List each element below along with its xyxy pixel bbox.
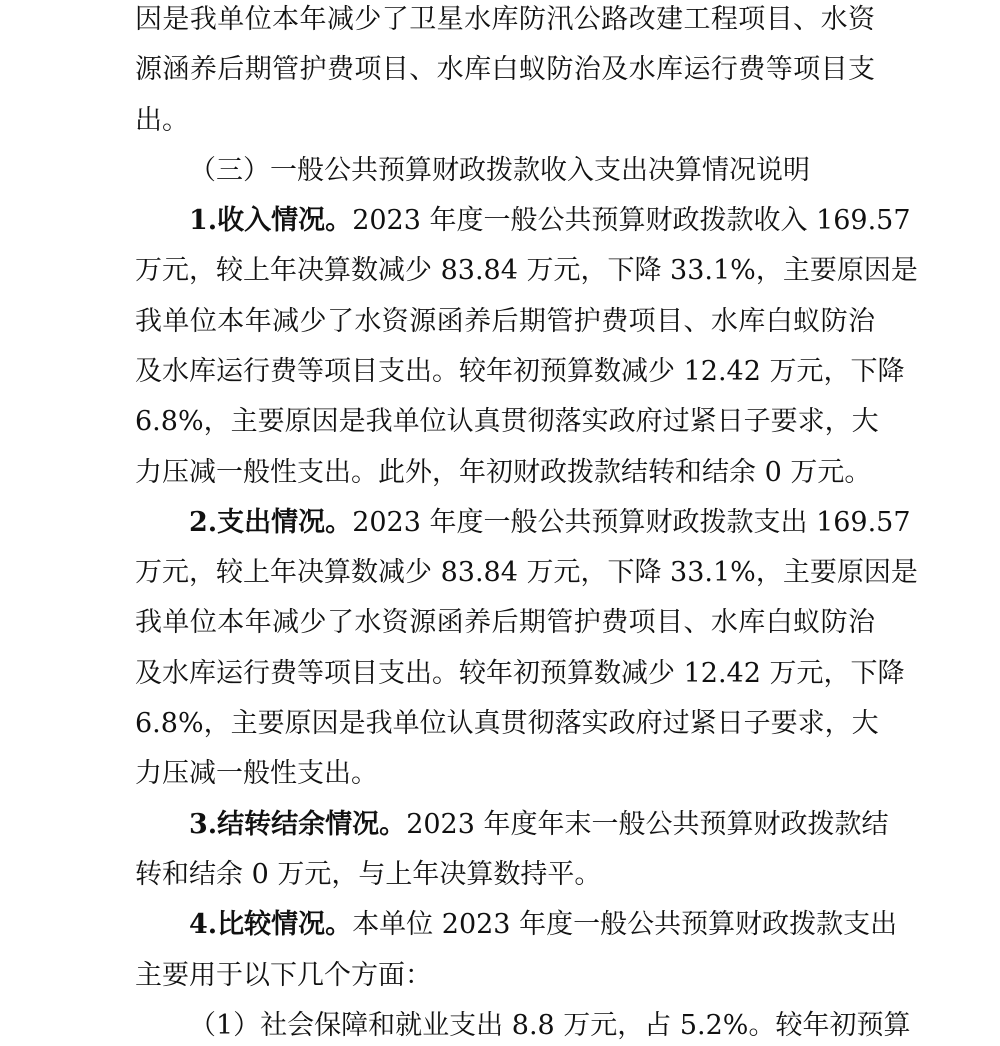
paragraph-first-line [189, 805, 889, 845]
section-heading: （三）一般公共预算财政拨款收入支出决算情况说明 [189, 155, 810, 186]
text-line: 力压减一般性支出。 [135, 758, 378, 789]
text-span: 本单位 2023 年度一般公共预算财政拨款支出 [352, 909, 898, 940]
paragraph-label: 1.收入情况。 [189, 205, 353, 236]
text-line: 转和结余 0 万元，与上年决算数持平。 [135, 859, 602, 890]
text-line: 因是我单位本年减少了卫星水库防汛公路改建工程项目、水资 [135, 4, 875, 35]
paragraph-first-line [189, 905, 898, 945]
text-line: 及水库运行费等项目支出。较年初预算数减少 12.42 万元，下降 [135, 356, 905, 387]
text-span: 2023 年度年末一般公共预算财政拨款结 [406, 809, 889, 840]
paragraph-label: 3.结转结余情况。 [189, 809, 407, 840]
text-span: 2023 年度一般公共预算财政拨款支出 169.57 [352, 507, 911, 538]
text-line: 力压减一般性支出。此外，年初财政拨款结转和结余 0 万元。 [135, 457, 872, 488]
text-line: 源涵养后期管护费项目、水库白蚁防治及水库运行费等项目支 [135, 54, 875, 85]
text-line: 出。 [135, 105, 189, 136]
text-line: 万元，较上年决算数减少 83.84 万元，下降 33.1%，主要原因是 [135, 557, 918, 588]
text-line: 6.8%，主要原因是我单位认真贯彻落实政府过紧日子要求，大 [135, 406, 879, 437]
text-line: （1）社会保障和就业支出 8.8 万元，占 5.2%。较年初预算 [189, 1010, 911, 1041]
text-line: 我单位本年减少了水资源函养后期管护费项目、水库白蚁防治 [135, 306, 875, 337]
text-span: 2023 年度一般公共预算财政拨款收入 169.57 [352, 205, 911, 236]
paragraph-first-line [189, 201, 911, 241]
text-line: 主要用于以下几个方面： [135, 960, 432, 991]
text-line: 及水库运行费等项目支出。较年初预算数减少 12.42 万元，下降 [135, 658, 905, 689]
text-line: 万元，较上年决算数减少 83.84 万元，下降 33.1%，主要原因是 [135, 255, 918, 286]
text-line: 6.8%，主要原因是我单位认真贯彻落实政府过紧日子要求，大 [135, 708, 879, 739]
text-line: 我单位本年减少了水资源函养后期管护费项目、水库白蚁防治 [135, 607, 875, 638]
paragraph-label: 2.支出情况。 [189, 507, 353, 538]
paragraph-label: 4.比较情况。 [189, 909, 353, 940]
paragraph-first-line [189, 503, 911, 543]
